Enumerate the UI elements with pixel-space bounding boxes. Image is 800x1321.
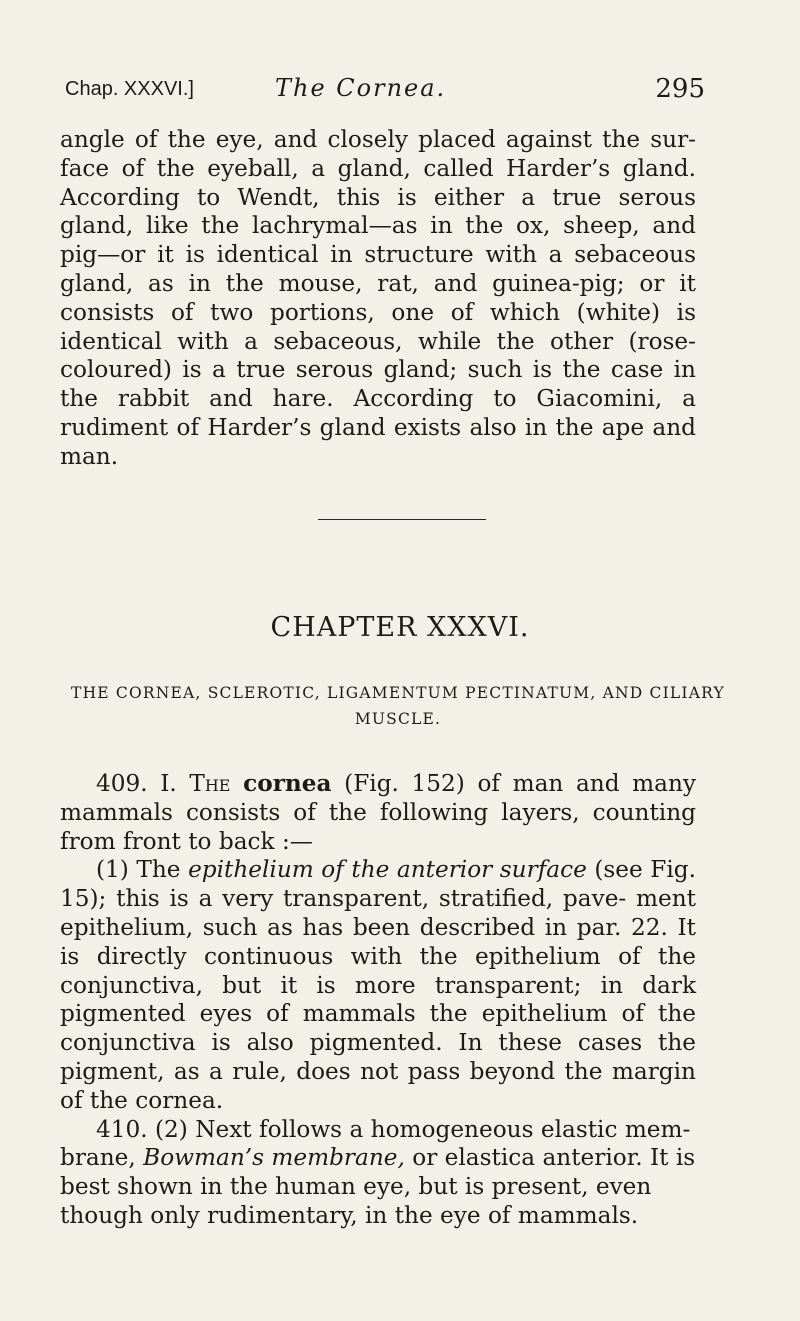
item-number: (1) The bbox=[96, 856, 181, 884]
chapter-subtitle: THE CORNEA, SCLEROTIC, LIGAMENTUM PECTINATUM, AND CILIARY MUSCLE. bbox=[71, 684, 725, 728]
paragraph-text: (Fig. 152) of man and many mammals consists of the following layers, counting from front to back :— bbox=[60, 770, 697, 855]
paragraph-the: The bbox=[189, 770, 231, 797]
paragraph-409 bbox=[60, 770, 696, 856]
paragraph-410 bbox=[60, 1116, 696, 1231]
term-epithelium: epithelium of the anterior surface bbox=[188, 856, 587, 884]
chapter-body bbox=[60, 770, 696, 1231]
item-text: (see Fig. 15); this is a very transparent, stratified, pave- ment epithelium, such as has been described in par. 22. It is directly continuous with the epithelium of the conjunctiva, but it is more transparent; in dark pigmented eyes of mammals the epithelium of the conjunctiva is also pigmented. In these cases the pigment, as a rule, does not pass beyond the margin of the cornea. bbox=[60, 856, 697, 1114]
paragraph-text: or elastica anterior. It is best shown in the human eye, but is present, even though only rudimentary, in the eye of mammals. bbox=[60, 1144, 696, 1229]
header-title: The Cornea. bbox=[275, 74, 447, 102]
section-divider bbox=[318, 519, 486, 520]
continuation-paragraph: angle of the eye, and closely placed against the sur- face of the eyeball, a gland, called Harder’s gland. According to Wendt, this is either a true serous gland, like the lachrymal—as in the ox, sheep, and pig—or it is identical in structure with a sebaceous gland, as in the mouse, rat, and guinea-pig; or it consists of two portions, one of which (white) is identical with a sebaceous, while the other (rose- coloured) is a true serous gland; such is the case in the rabbit and hare. According to Giacomini, a rudiment of Harder’s gland exists also in the ape and man. bbox=[60, 126, 696, 470]
running-header bbox=[65, 72, 705, 112]
chapter-heading: CHAPTER XXXVI. bbox=[270, 612, 530, 643]
header-chapter: Chap. XXXVI.] bbox=[65, 78, 194, 100]
page-number: 295 bbox=[655, 74, 705, 104]
term-bowmans-membrane: Bowman’s membrane, bbox=[143, 1144, 405, 1172]
item-1 bbox=[60, 856, 696, 1115]
continuation-block bbox=[60, 126, 696, 472]
term-cornea: cornea bbox=[243, 770, 332, 797]
paragraph-number: 409. I. bbox=[96, 770, 177, 797]
paragraph-number: 410. (2) Next follows a homogeneous elastic mem- brane, bbox=[60, 1115, 691, 1172]
